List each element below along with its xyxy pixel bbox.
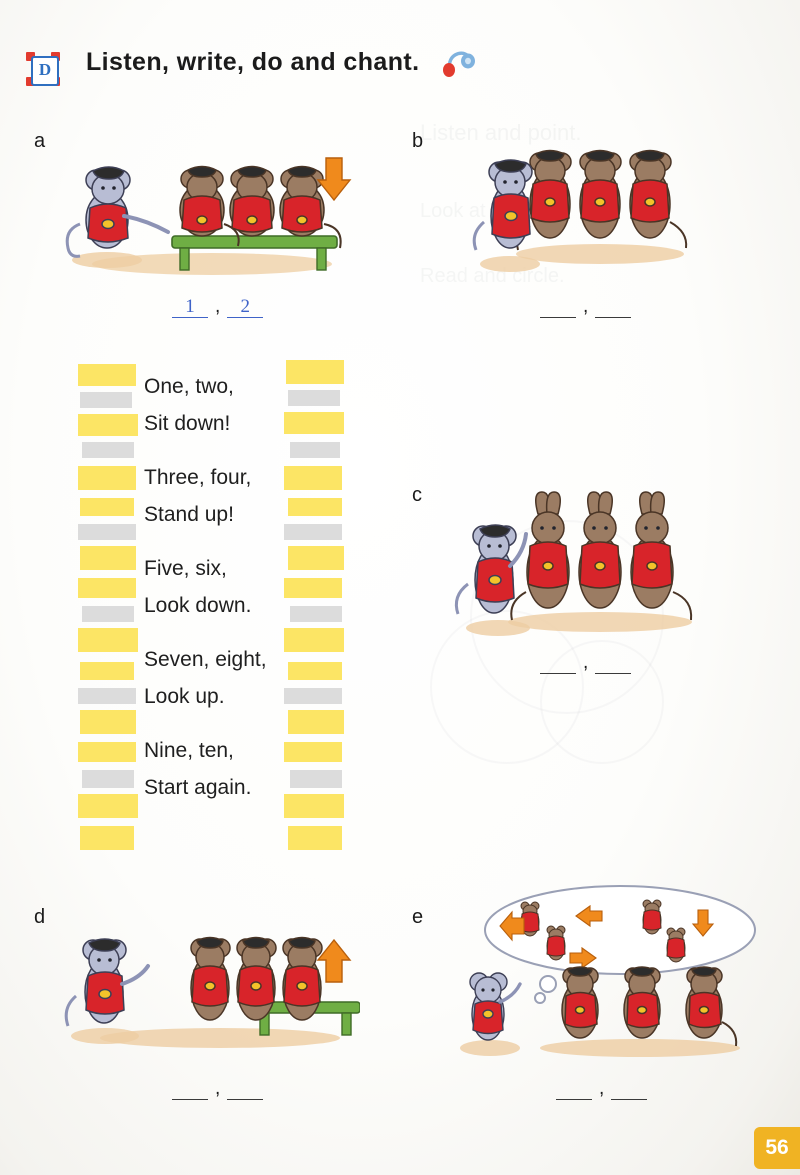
- chant-stanza-3: [144, 550, 344, 624]
- illustration-c: [450, 480, 700, 640]
- chant-stanza-2: [144, 459, 344, 533]
- chant-line: Start again.: [144, 776, 252, 799]
- chant-stanza-4: [144, 641, 344, 715]
- exercise-badge-letter: D: [31, 56, 59, 86]
- answer-d-blank-1[interactable]: [172, 1079, 208, 1100]
- chant-panel: [78, 356, 343, 866]
- answer-a-blank-1[interactable]: 1: [172, 297, 208, 318]
- answer-a-comma: ,: [215, 296, 221, 317]
- illustration-d: [60, 910, 360, 1050]
- item-label-d: d: [34, 906, 46, 928]
- answer-a[interactable]: [172, 296, 263, 318]
- answer-c[interactable]: [540, 652, 631, 674]
- ghost-text: Look at: [420, 200, 486, 222]
- answer-b[interactable]: [540, 296, 631, 318]
- ghost-text: Listen and point.: [420, 120, 582, 145]
- answer-c-blank-1[interactable]: [540, 653, 576, 674]
- answer-d[interactable]: [172, 1078, 263, 1100]
- answer-d-blank-2[interactable]: [227, 1079, 263, 1100]
- chant-line: Stand up!: [144, 503, 234, 526]
- answer-c-comma: ,: [583, 652, 589, 673]
- illustration-b: [470, 126, 690, 276]
- answer-b-blank-2[interactable]: [595, 297, 631, 318]
- answer-a-blank-2[interactable]: 2: [227, 297, 263, 318]
- chant-text: [144, 368, 344, 806]
- chant-line: One, two,: [144, 375, 234, 398]
- answer-e[interactable]: [556, 1078, 647, 1100]
- answer-b-comma: ,: [583, 296, 589, 317]
- exercise-badge: [26, 52, 60, 86]
- illustration-e: [430, 880, 760, 1060]
- answer-d-comma: ,: [215, 1078, 221, 1099]
- chant-line: Three, four,: [144, 466, 252, 489]
- answer-e-blank-1[interactable]: [556, 1079, 592, 1100]
- item-label-b: b: [412, 130, 424, 152]
- chant-stanza-5: [144, 732, 344, 806]
- chant-line: Seven, eight,: [144, 648, 267, 671]
- chant-line: Five, six,: [144, 557, 227, 580]
- chant-line: Look up.: [144, 685, 225, 708]
- headphones-icon: [441, 44, 481, 84]
- chant-stanza-1: [144, 368, 344, 442]
- page-title: Listen, write, do and chant.: [86, 48, 420, 76]
- item-label-c: c: [412, 484, 422, 506]
- ghost-text: Read and circle.: [420, 265, 565, 287]
- page-number: 56: [754, 1127, 800, 1169]
- answer-c-blank-2[interactable]: [595, 653, 631, 674]
- chant-line: Sit down!: [144, 412, 231, 435]
- answer-e-blank-2[interactable]: [611, 1079, 647, 1100]
- illustration-a: [62, 132, 352, 282]
- answer-b-blank-1[interactable]: [540, 297, 576, 318]
- item-label-a: a: [34, 130, 46, 152]
- exercise-header: [26, 44, 766, 96]
- chant-line: Look down.: [144, 594, 252, 617]
- item-label-e: e: [412, 906, 424, 928]
- answer-e-comma: ,: [599, 1078, 605, 1099]
- chant-line: Nine, ten,: [144, 739, 234, 762]
